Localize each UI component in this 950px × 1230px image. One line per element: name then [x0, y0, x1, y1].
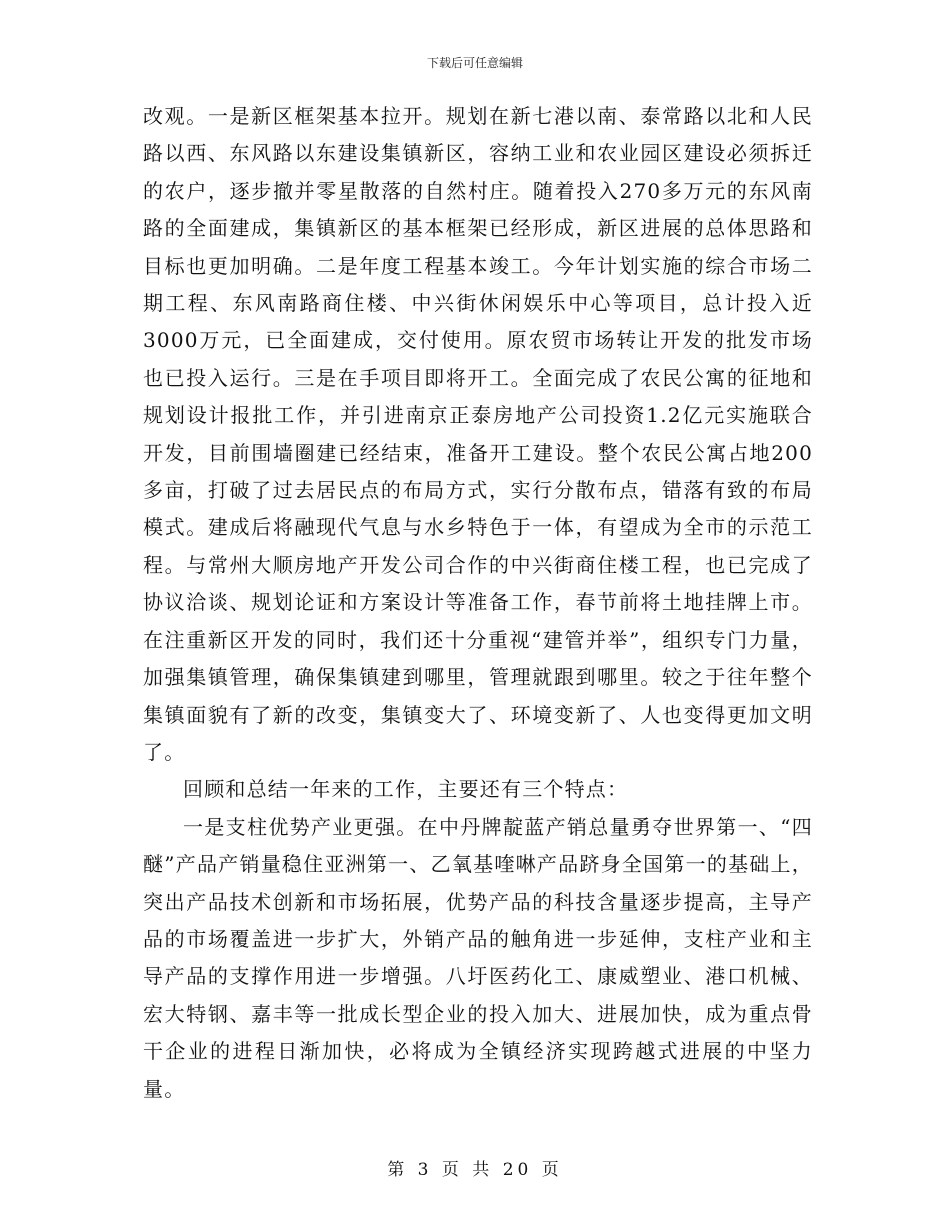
- document-body: [143, 98, 813, 1108]
- paragraph-new-district-progress: 改观。一是新区框架基本拉开。规划在新七港以南、泰常路以北和人民路以西、东风路以东建设集镇新区，容纳工业和农业园区建设必须拆迁的农户，逐步撤并零星散落的自然村庄。随着投入270多万元的东风南路的全面建成，集镇新区的基本框架已经形成，新区进展的总体思路和目标也更加明确。二是年度工程基本竣工。今年计划实施的综合市场二期工程、东风南路商住楼、中兴街休闲娱乐中心等项目，总计投入近3000万元，已全面建成，交付使用。原农贸市场转让开发的批发市场也已投入运行。三是在手项目即将开工。全面完成了农民公寓的征地和规划设计报批工作，并引进南京正泰房地产公司投资1.2亿元实施联合开发，目前围墙圈建已经结束，准备开工建设。整个农民公寓占地200多亩，打破了过去居民点的布局方式，实行分散布点，错落有致的布局模式。建成后将融现代气息与水乡特色于一体，有望成为全市的示范工程。与常州大顺房地产开发公司合作的中兴街商住楼工程，也已完成了协议洽谈、规划论证和方案设计等准备工作，春节前将土地挂牌上市。在注重新区开发的同时，我们还十分重视“建管并举”，组织专门力量，加强集镇管理，确保集镇建到哪里，管理就跟到哪里。较之于往年整个集镇面貌有了新的改变，集镇变大了、环境变新了、人也变得更加文明了。: [143, 104, 813, 764]
- paragraph-review-summary: 回顾和总结一年来的工作，主要还有三个特点：: [183, 777, 629, 802]
- paragraph-pillar-industries: 一是支柱优势产业更强。在中丹牌靛蓝产销总量勇夺世界第一、“四醚”产品产销量稳住亚洲第一、乙氧基喹啉产品跻身全国第一的基础上，突出产品技术创新和市场拓展，优势产品的科技含量逐步提高，主导产品的市场覆盖进一步扩大，外销产品的触角进一步延伸，支柱产业和主导产品的支撑作用进一步增强。八圩医药化工、康威塑业、港口机械、宏大特钢、嘉丰等一批成长型企业的投入加大、进展加快，成为重点骨干企业的进程日渐加快，必将成为全镇经济实现跨越式进展的中坚力量。: [143, 814, 813, 1101]
- page-number: 第 3 页 共 20 页: [387, 1160, 563, 1180]
- page-header: 下载后可任意编辑: [426, 56, 523, 70]
